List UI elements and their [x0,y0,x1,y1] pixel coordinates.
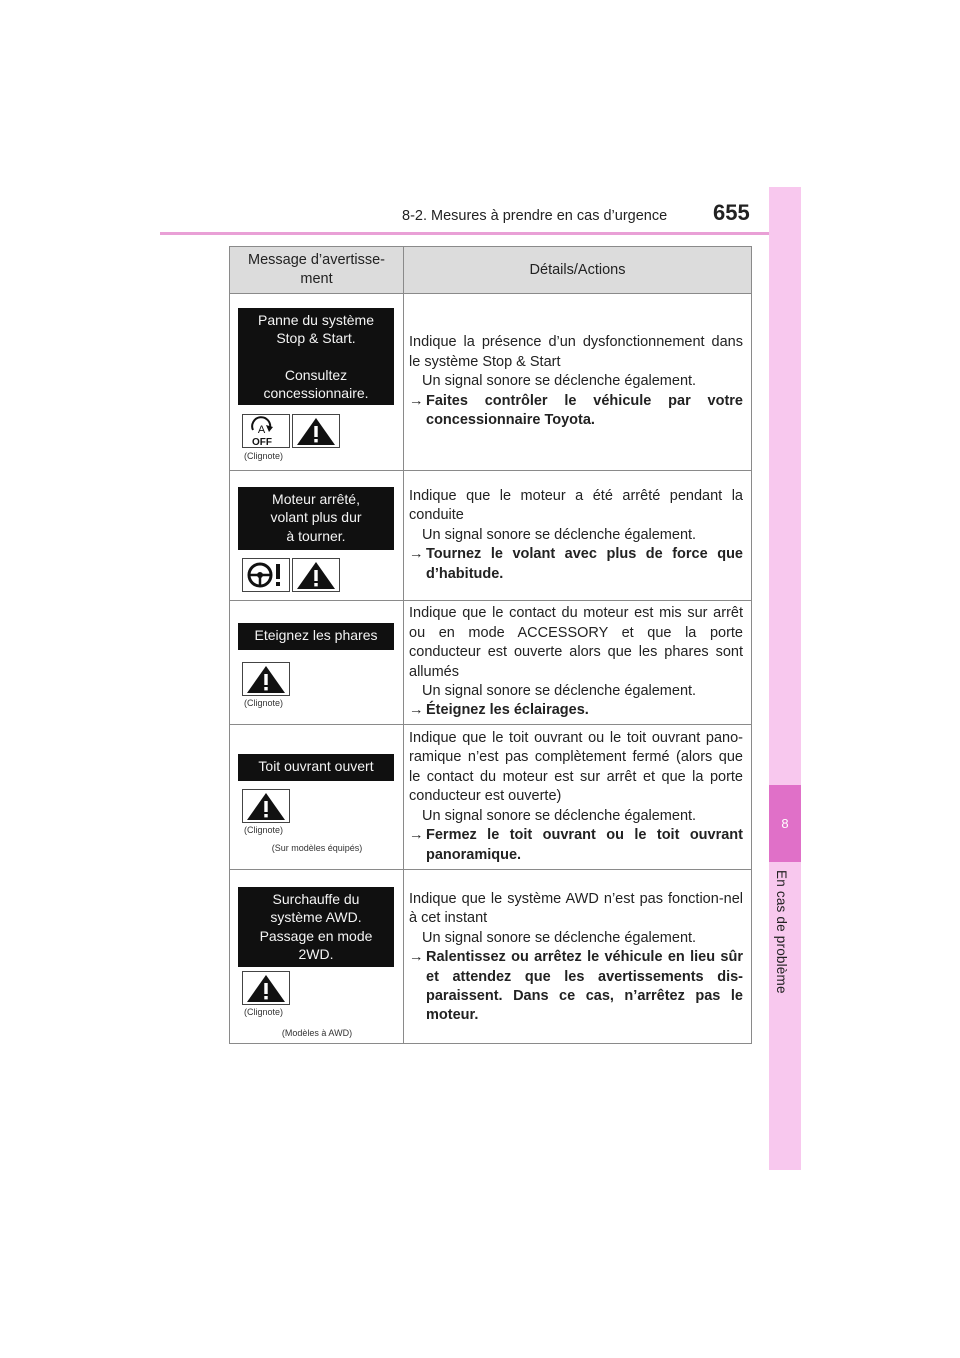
chapter-side-strip [769,187,801,1170]
warning-triangle-icon [242,789,290,823]
warning-triangle-icon [242,662,290,696]
warning-message-display: Moteur arrêté, volant plus dur à tourner. [238,487,394,550]
arrow-icon: → [409,702,424,719]
warning-message-display: Toit ouvrant ouvert [238,754,394,781]
message-cell [230,294,404,471]
action-instruction: → Faites contrôler le véhicule par votre concessionnaire Toyota. [409,392,743,431]
description-text: Indique que le contact du moteur est mis sur arrêt ou en mode ACCESSORY et que la porte conducteur est ouverte alors que les phares sont allumés [409,605,743,680]
message-cell [230,870,404,1044]
model-note: (Modèles à AWD) [281,1028,353,1038]
details-cell [404,725,752,870]
buzzer-note: Un signal sonore se déclenche également. [422,373,697,390]
description-text: Indique que le système AWD n’est pas fonction-nel à cet instant [409,891,743,927]
warning-message-display: Panne du système Stop & Start. Consultez concessionnaire. [238,308,394,405]
chapter-label: En cas de problème [774,870,789,994]
table-row [230,870,752,1044]
table-row [230,725,752,870]
action-instruction: → Tournez le volant avec plus de force que d’habitude. [409,545,743,584]
blink-note: (Clignote) [244,825,284,835]
arrow-icon: → [409,392,424,409]
description-text: Indique que le moteur a été arrêté pendant la conduite [409,487,743,524]
column-header-message: Message d’avertisse-ment [230,247,404,294]
warning-triangle-icon [292,558,340,592]
section-title: 8-2. Mesures à prendre en cas d’urgence [402,208,668,224]
warning-messages-table [229,246,752,1044]
column-header-details: Détails/Actions [404,247,752,294]
svg-text:OFF: OFF [252,437,272,447]
blink-note: (Clignote) [244,1007,284,1017]
action-instruction: → Fermez le toit ouvrant ou le toit ouvrant panoramique. [409,826,743,865]
action-instruction: → Éteignez les éclairages. [409,701,743,720]
message-cell [230,601,404,725]
table-row [230,471,752,601]
header-divider [160,232,801,235]
page-number: 655 [713,200,750,225]
details-cell [404,870,752,1044]
warning-triangle-icon [292,414,340,448]
details-cell [404,471,752,601]
chapter-number-tab[interactable]: 8 [769,785,801,862]
table-row [230,294,752,471]
buzzer-note: Un signal sonore se déclenche également. [422,682,697,699]
warning-message-display: Surchauffe du système AWD. Passage en mode 2WD. [238,887,394,967]
svg-text:A: A [257,424,266,436]
description-text: Indique la présence d’un dysfonctionnement dans le système Stop & Start [409,334,743,370]
details-cell [404,294,752,471]
description-text: Indique que le toit ouvrant ou le toit ouvrant pano-ramique n’est pas complètement fermé (alors que le contact du moteur est sur arrêt et que la porte conducteur est ouverte) [409,730,743,805]
action-instruction: → Ralentissez ou arrêtez le véhicule en lieu sûr et attendez que les avertissements dis-paraissent. Dans ce cas, n’arrêtez pas le moteur. [409,948,743,1026]
blink-note: (Clignote) [244,698,284,708]
buzzer-note: Un signal sonore se déclenche également. [422,807,697,824]
table-row [230,601,752,725]
buzzer-note: Un signal sonore se déclenche également. [422,526,697,543]
blink-note: (Clignote) [244,451,284,461]
arrow-icon: → [409,827,424,844]
buzzer-note: Un signal sonore se déclenche également. [422,929,697,946]
table-header-row [230,247,752,294]
arrow-icon: → [409,546,424,563]
warning-triangle-icon [242,971,290,1005]
arrow-icon: → [409,949,424,966]
steering-warning-icon [242,558,290,592]
details-cell [404,601,752,725]
message-cell [230,725,404,870]
model-note: (Sur modèles équipés) [271,843,363,853]
warning-message-display: Eteignez les phares [238,623,394,650]
message-cell [230,471,404,601]
stop-start-off-icon [242,414,290,448]
